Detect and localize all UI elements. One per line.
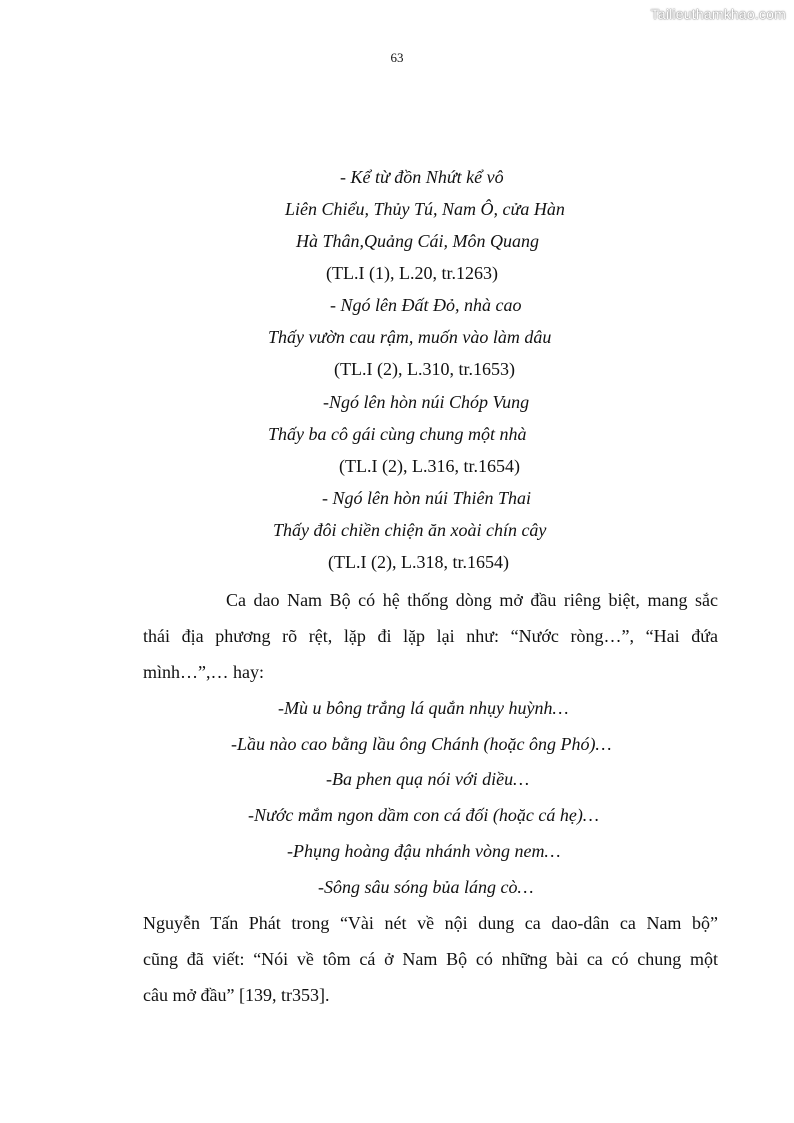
body-paragraph-line: Ca dao Nam Bộ có hệ thống dòng mở đầu riêng biệt, mang sắc: [226, 590, 718, 610]
verse-line: -Nước mắm ngon dầm con cá đối (hoặc cá hẹ)…: [248, 805, 599, 825]
verse-line: Thấy ba cô gái cùng chung một nhà: [268, 424, 527, 444]
verse-citation: (TL.I (1), L.20, tr.1263): [326, 263, 498, 283]
verse-citation: (TL.I (2), L.310, tr.1653): [334, 359, 515, 379]
page-number: 63: [390, 50, 404, 65]
verse-line: -Ba phen quạ nói với diều…: [326, 769, 530, 789]
verse-line: -Mù u bông trắng lá quắn nhụy huỳnh…: [278, 698, 569, 718]
verse-line: Thấy đôi chiền chiện ăn xoài chín cây: [273, 520, 547, 540]
body-paragraph-line: câu mở đầu” [139, tr353].: [143, 985, 330, 1005]
verse-line: - Ngó lên hòn núi Thiên Thai: [322, 488, 532, 508]
body-paragraph-line: thái địa phương rõ rệt, lặp đi lặp lại như: “Nước ròng…”, “Hai đứa: [143, 626, 718, 646]
verse-line: -Ngó lên hòn núi Chóp Vung: [323, 392, 530, 412]
verse-citation: (TL.I (2), L.318, tr.1654): [328, 552, 509, 572]
body-paragraph-line: Nguyễn Tấn Phát trong “Vài nét về nội dung ca dao-dân ca Nam bộ”: [143, 913, 718, 933]
body-paragraph-line: mình…”,… hay:: [143, 662, 264, 682]
verse-line: Liên Chiểu, Thủy Tú, Nam Ô, cửa Hàn: [285, 199, 565, 219]
verse-line: - Ngó lên Đất Đỏ, nhà cao: [330, 295, 522, 315]
verse-citation: (TL.I (2), L.316, tr.1654): [339, 456, 520, 476]
verse-line: - Kể từ đồn Nhứt kể vô: [340, 167, 504, 187]
watermark-text: Tailieuthamkhao.com: [650, 6, 786, 22]
verse-line: Hà Thân,Quảng Cái, Môn Quang: [296, 231, 540, 251]
verse-line: -Phụng hoàng đậu nhánh vòng nem…: [287, 841, 561, 861]
verse-line: -Sông sâu sóng bủa láng cò…: [318, 877, 534, 897]
verse-line: -Lầu nào cao bằng lầu ông Chánh (hoặc ông Phó)…: [231, 734, 612, 754]
verse-line: Thấy vườn cau rậm, muốn vào làm dâu: [268, 327, 552, 347]
body-paragraph-line: cũng đã viết: “Nói về tôm cá ở Nam Bộ có những bài ca có chung một: [143, 949, 718, 969]
